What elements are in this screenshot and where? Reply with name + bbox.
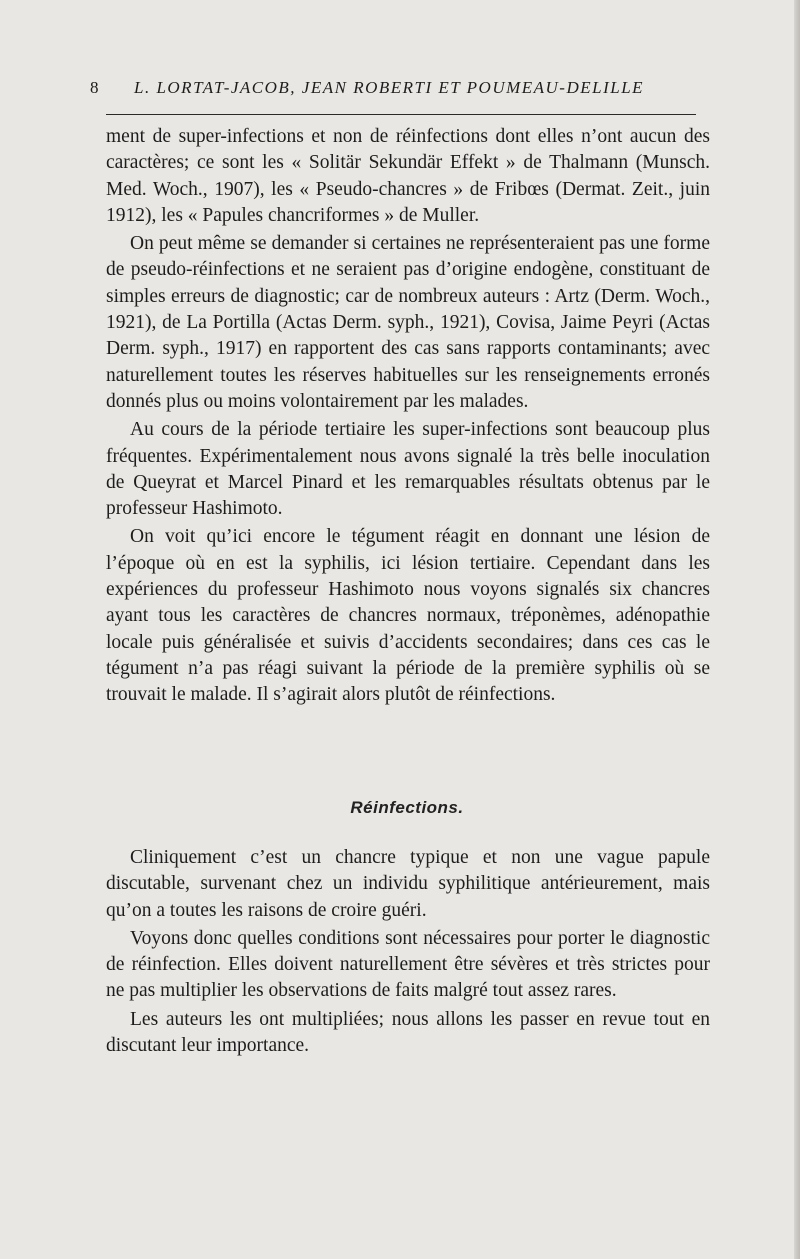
paragraph-4: On voit qu’ici encore le tégument réagit en donnant une lésion de l’époque où en est la syphilis, ici lésion tertiaire. Cependant dans les expériences du professeur Hashimoto nous voyons signalés six chancres ayant tous les caractères de chancres normaux, tréponèmes, adénopathie locale puis généralisée et suivis d’accidents secondaires; dans ces cas le tégument n’a pas réagi suivant la période de la première syphilis où se trouvait le malade. Il s’agirait alors plutôt de réinfections.	[106, 526, 710, 706]
body-text-top	[106, 124, 710, 709]
paragraph-2: On peut même se demander si certaines ne représenteraient pas une forme de pseudo-réinfections et ne seraient pas d’origine endogène, constituant de simples erreurs de diagnostic; car de nombreux auteurs : Artz (Derm. Woch., 1921), de La Portilla (Actas Derm. syph., 1921), Covisa, Jaime Peyri (Actas Derm. syph., 1917) en rapportent des cas sans rapports contaminants; avec naturellement toutes les réserves habituelles sur les renseignements erronés donnés plus ou moins volontairement par les malades.	[106, 233, 710, 412]
paragraph-6: Voyons donc quelles conditions sont nécessaires pour porter le diagnostic de réinfection. Elles doivent naturellement être sévères et très strictes pour ne pas multiplier les observations de faits malgré tout assez rares.	[106, 927, 710, 1002]
paragraph-1: ment de super-infections et non de réinfections dont elles n’ont aucun des caractères; ce sont les « Solitär Sekundär Effekt » de Thalmann (Munsch. Med. Woch., 1907), les « Pseudo-chancres » de Fribœs (Dermat. Zeit., juin 1912), les « Papules chancriformes » de Muller.	[106, 126, 710, 226]
paragraph-5: Cliniquement c’est un chancre typique et non une vague papule discutable, survenant chez un individu syphilitique antérieurement, mais qu’on a toutes les raisons de croire guéri.	[106, 847, 710, 921]
body-text-bottom	[106, 845, 710, 1059]
section-title: Réinfections.	[350, 798, 464, 817]
header-rule	[106, 114, 696, 115]
running-head: L. LORTAT-JACOB, JEAN ROBERTI ET POUMEAU-DELILLE	[134, 78, 645, 97]
paragraph-7: Les auteurs les ont multipliées; nous allons les passer en revue tout en discutant leur importance.	[106, 1008, 710, 1057]
page-number: 8	[90, 78, 100, 97]
page-edge-shadow	[794, 0, 800, 1259]
page-header	[90, 78, 700, 102]
paragraph-3: Au cours de la période tertiaire les super-infections sont beaucoup plus fréquentes. Expérimentalement nous avons signalé la très belle inoculation de Queyrat et Marcel Pinard et les remarquables résultats obtenus par le professeur Hashimoto.	[106, 419, 710, 520]
